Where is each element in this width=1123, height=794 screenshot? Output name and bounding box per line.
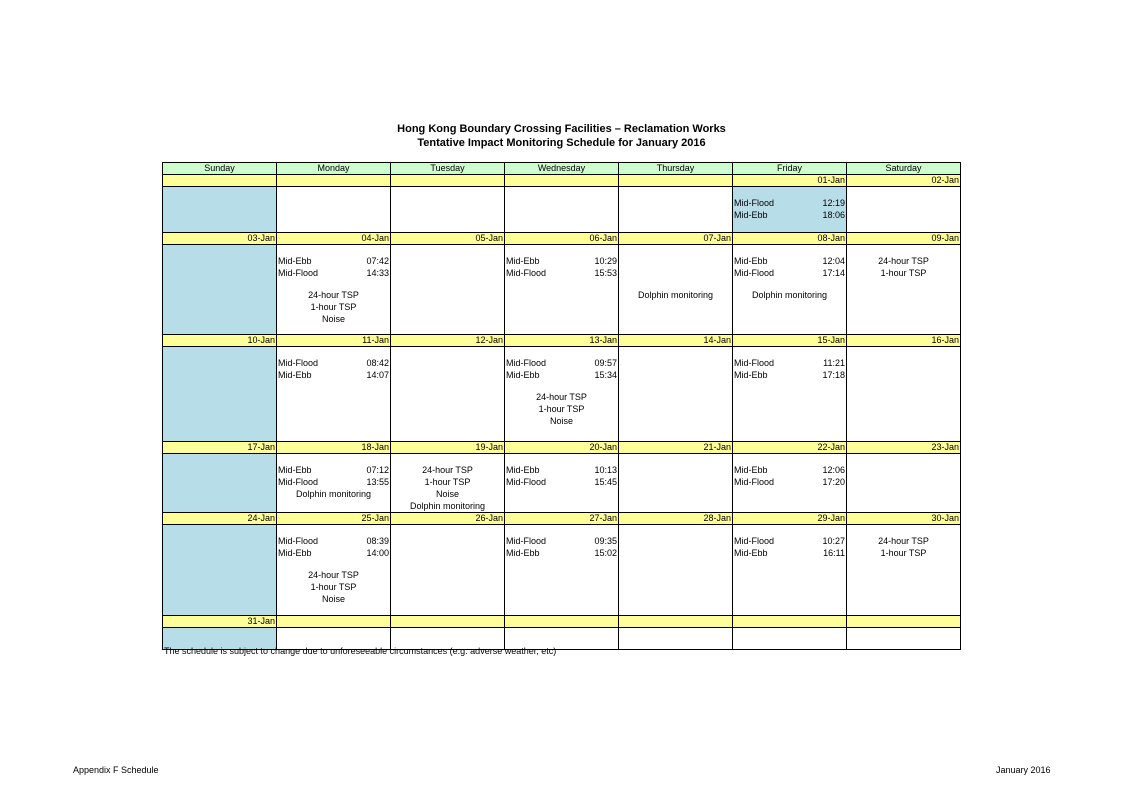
day-content xyxy=(505,454,618,488)
tide-label: Mid-Flood xyxy=(734,477,775,487)
day-content xyxy=(619,245,732,301)
day-cell xyxy=(619,347,733,442)
footer-left: Appendix F Schedule xyxy=(73,765,159,775)
tide-event xyxy=(277,369,390,381)
day-content xyxy=(277,628,390,638)
day-content xyxy=(733,454,846,488)
date-cell: 04-Jan xyxy=(277,233,391,245)
tide-time: 15:45 xyxy=(594,477,617,487)
day-cell xyxy=(505,245,619,335)
tide-time: 12:19 xyxy=(822,198,845,208)
day-cell xyxy=(733,187,847,233)
tide-label: Mid-Flood xyxy=(278,536,319,546)
day-cell xyxy=(391,454,505,513)
weekday-header-row xyxy=(163,163,961,175)
tide-label: Mid-Flood xyxy=(734,268,775,278)
day-content xyxy=(733,628,846,638)
date-cell: 08-Jan xyxy=(733,233,847,245)
tide-label: Mid-Ebb xyxy=(506,548,540,558)
tide-label: Mid-Flood xyxy=(734,358,775,368)
day-cell xyxy=(391,187,505,233)
day-content xyxy=(505,187,618,197)
day-content xyxy=(391,187,504,197)
day-cell xyxy=(163,454,277,513)
day-cell xyxy=(505,525,619,616)
day-content xyxy=(733,347,846,381)
monitoring-item: 24-hour TSP xyxy=(422,465,473,475)
tide-label: Mid-Flood xyxy=(506,358,547,368)
date-cell: 02-Jan xyxy=(847,175,961,187)
tide-event xyxy=(505,267,618,279)
tide-label: Mid-Ebb xyxy=(278,370,312,380)
tide-time: 08:39 xyxy=(366,536,389,546)
tide-time: 09:57 xyxy=(594,358,617,368)
day-content xyxy=(733,525,846,559)
date-cell: 05-Jan xyxy=(391,233,505,245)
date-cell: 18-Jan xyxy=(277,442,391,454)
date-cell: 31-Jan xyxy=(163,616,277,628)
monitoring-item: Noise xyxy=(435,489,459,499)
date-cell xyxy=(619,616,733,628)
date-row xyxy=(163,442,961,454)
tide-label: Mid-Flood xyxy=(506,536,547,546)
day-cell xyxy=(277,454,391,513)
weekday-header: Saturday xyxy=(847,163,961,175)
monitoring-item: Dolphin monitoring xyxy=(751,290,828,300)
date-cell: 25-Jan xyxy=(277,513,391,525)
tide-time: 10:29 xyxy=(594,256,617,266)
monitoring-item: 24-hour TSP xyxy=(878,256,929,266)
tide-time: 12:06 xyxy=(822,465,845,475)
tide-label: Mid-Flood xyxy=(506,477,547,487)
monitoring-item: 1-hour TSP xyxy=(310,582,357,592)
day-cell xyxy=(163,347,277,442)
day-content xyxy=(619,628,732,638)
spacer xyxy=(733,279,846,289)
tide-label: Mid-Ebb xyxy=(278,548,312,558)
monitoring-item: 24-hour TSP xyxy=(536,392,587,402)
date-cell: 29-Jan xyxy=(733,513,847,525)
tide-time: 07:12 xyxy=(366,465,389,475)
week-row xyxy=(163,454,961,513)
day-cell xyxy=(391,245,505,335)
weekday-header: Monday xyxy=(277,163,391,175)
tide-event xyxy=(277,535,390,547)
day-cell xyxy=(733,245,847,335)
day-content xyxy=(277,525,390,605)
day-cell xyxy=(733,454,847,513)
date-cell: 06-Jan xyxy=(505,233,619,245)
day-cell xyxy=(847,454,961,513)
date-cell: 30-Jan xyxy=(847,513,961,525)
day-content xyxy=(733,187,846,221)
monitoring-item: Noise xyxy=(321,594,345,604)
date-cell: 19-Jan xyxy=(391,442,505,454)
tide-label: Mid-Ebb xyxy=(734,465,768,475)
date-cell: 20-Jan xyxy=(505,442,619,454)
tide-event xyxy=(277,255,390,267)
day-content xyxy=(847,187,960,197)
day-content xyxy=(619,187,732,197)
tide-time: 08:42 xyxy=(366,358,389,368)
tide-label: Mid-Flood xyxy=(278,268,319,278)
day-cell xyxy=(277,347,391,442)
date-row xyxy=(163,335,961,347)
tide-time: 07:42 xyxy=(366,256,389,266)
footer-right: January 2016 xyxy=(996,765,1051,775)
tide-event xyxy=(505,255,618,267)
week-row xyxy=(163,187,961,233)
day-cell xyxy=(619,187,733,233)
date-cell: 23-Jan xyxy=(847,442,961,454)
day-content xyxy=(505,245,618,279)
date-cell: 09-Jan xyxy=(847,233,961,245)
date-cell xyxy=(733,616,847,628)
schedule-subtitle: Tentative Impact Monitoring Schedule for January 2016 xyxy=(417,137,706,149)
date-cell xyxy=(847,616,961,628)
date-cell: 27-Jan xyxy=(505,513,619,525)
tide-event xyxy=(505,547,618,559)
day-content xyxy=(277,347,390,381)
weekday-header: Thursday xyxy=(619,163,733,175)
date-cell: 22-Jan xyxy=(733,442,847,454)
tide-label: Mid-Ebb xyxy=(278,256,312,266)
tide-event xyxy=(733,547,846,559)
day-cell xyxy=(277,187,391,233)
day-cell xyxy=(391,525,505,616)
tide-label: Mid-Ebb xyxy=(278,465,312,475)
day-cell xyxy=(733,628,847,650)
tide-label: Mid-Flood xyxy=(278,477,319,487)
tide-label: Mid-Ebb xyxy=(506,370,540,380)
day-content xyxy=(391,525,504,535)
day-cell xyxy=(847,525,961,616)
date-cell: 28-Jan xyxy=(619,513,733,525)
day-content xyxy=(163,525,276,535)
date-cell xyxy=(619,175,733,187)
day-content xyxy=(277,454,390,500)
day-content xyxy=(163,628,276,638)
tide-event xyxy=(733,255,846,267)
tide-event xyxy=(505,369,618,381)
date-cell: 01-Jan xyxy=(733,175,847,187)
day-cell xyxy=(277,245,391,335)
monitoring-item: 1-hour TSP xyxy=(538,404,585,414)
day-content xyxy=(733,245,846,301)
day-cell xyxy=(847,245,961,335)
day-content xyxy=(619,347,732,357)
day-content xyxy=(505,525,618,559)
weekday-header: Friday xyxy=(733,163,847,175)
week-row xyxy=(163,245,961,335)
date-cell xyxy=(505,175,619,187)
day-cell xyxy=(619,525,733,616)
day-cell xyxy=(505,187,619,233)
tide-time: 18:06 xyxy=(822,210,845,220)
tide-event xyxy=(277,547,390,559)
tide-time: 16:11 xyxy=(823,548,845,558)
day-cell xyxy=(163,245,277,335)
day-content xyxy=(277,187,390,197)
tide-label: Mid-Flood xyxy=(278,358,319,368)
monitoring-item: 1-hour TSP xyxy=(880,548,927,558)
day-content xyxy=(391,628,504,638)
monitoring-item: Noise xyxy=(549,416,573,426)
week-row xyxy=(163,347,961,442)
tide-time: 14:33 xyxy=(366,268,389,278)
monitoring-item: Dolphin monitoring xyxy=(295,489,372,499)
monitoring-item: 1-hour TSP xyxy=(880,268,927,278)
day-cell xyxy=(847,347,961,442)
tide-time: 09:35 xyxy=(594,536,617,546)
spacer xyxy=(277,279,390,289)
weekday-header: Wednesday xyxy=(505,163,619,175)
day-content xyxy=(163,245,276,255)
day-content xyxy=(163,187,276,197)
day-cell xyxy=(847,628,961,650)
tide-label: Mid-Flood xyxy=(734,536,775,546)
tide-time: 15:53 xyxy=(594,268,617,278)
tide-event xyxy=(505,476,618,488)
tide-time: 15:02 xyxy=(594,548,617,558)
tide-time: 17:14 xyxy=(822,268,845,278)
tide-event xyxy=(733,357,846,369)
tide-event xyxy=(277,357,390,369)
tide-time: 11:21 xyxy=(823,358,845,368)
day-cell xyxy=(163,187,277,233)
tide-time: 10:13 xyxy=(594,465,617,475)
monitoring-item: 24-hour TSP xyxy=(308,290,359,300)
day-cell xyxy=(619,454,733,513)
day-cell xyxy=(847,187,961,233)
date-cell xyxy=(163,175,277,187)
tide-label: Mid-Ebb xyxy=(506,256,540,266)
day-content xyxy=(505,628,618,638)
tide-label: Mid-Flood xyxy=(506,268,547,278)
day-content xyxy=(163,454,276,464)
tide-event xyxy=(733,369,846,381)
day-content xyxy=(847,525,960,559)
day-cell xyxy=(733,347,847,442)
monitoring-item: 24-hour TSP xyxy=(878,536,929,546)
tide-time: 13:55 xyxy=(366,477,389,487)
spacer xyxy=(277,559,390,569)
tide-event xyxy=(733,197,846,209)
monitoring-item: Dolphin monitoring xyxy=(409,501,486,511)
day-content xyxy=(391,245,504,255)
calendar-table xyxy=(162,162,961,650)
day-content xyxy=(847,628,960,638)
tide-time: 17:20 xyxy=(822,477,845,487)
day-cell xyxy=(391,347,505,442)
tide-event xyxy=(733,535,846,547)
tide-time: 14:07 xyxy=(366,370,389,380)
tide-label: Mid-Flood xyxy=(734,198,775,208)
schedule-title: Hong Kong Boundary Crossing Facilities – Reclamation Works xyxy=(397,123,726,135)
tide-time: 14:00 xyxy=(366,548,389,558)
tide-label: Mid-Ebb xyxy=(506,465,540,475)
date-cell: 17-Jan xyxy=(163,442,277,454)
date-cell: 07-Jan xyxy=(619,233,733,245)
day-content xyxy=(847,347,960,357)
monitoring-item: Dolphin monitoring xyxy=(637,290,714,300)
tide-event xyxy=(277,476,390,488)
tide-label: Mid-Ebb xyxy=(734,210,768,220)
day-content xyxy=(505,347,618,427)
day-cell xyxy=(505,347,619,442)
date-cell: 10-Jan xyxy=(163,335,277,347)
day-content xyxy=(163,347,276,357)
tide-event xyxy=(505,357,618,369)
date-cell: 21-Jan xyxy=(619,442,733,454)
calendar-body xyxy=(163,163,961,650)
monitoring-item: Noise xyxy=(321,314,345,324)
date-cell: 24-Jan xyxy=(163,513,277,525)
date-cell xyxy=(277,175,391,187)
day-cell xyxy=(505,454,619,513)
monitoring-item: 1-hour TSP xyxy=(424,477,471,487)
date-cell: 16-Jan xyxy=(847,335,961,347)
tide-event xyxy=(733,464,846,476)
day-cell xyxy=(163,525,277,616)
tide-event xyxy=(733,267,846,279)
tide-label: Mid-Ebb xyxy=(734,256,768,266)
date-row xyxy=(163,175,961,187)
day-content xyxy=(619,454,732,464)
day-cell xyxy=(619,628,733,650)
date-cell: 03-Jan xyxy=(163,233,277,245)
day-content xyxy=(391,454,504,512)
tide-event xyxy=(733,209,846,221)
day-content xyxy=(619,525,732,535)
day-content xyxy=(847,454,960,464)
tide-time: 12:04 xyxy=(822,256,845,266)
date-cell: 14-Jan xyxy=(619,335,733,347)
tide-time: 10:27 xyxy=(822,536,845,546)
schedule-note: The schedule is subject to change due to unforeseeable circumstances (e.g. adverse weather, etc) xyxy=(164,646,557,656)
date-row xyxy=(163,233,961,245)
day-cell xyxy=(619,245,733,335)
monitoring-item: 1-hour TSP xyxy=(310,302,357,312)
tide-time: 17:18 xyxy=(822,370,845,380)
tide-label: Mid-Ebb xyxy=(734,370,768,380)
date-cell xyxy=(505,616,619,628)
tide-label: Mid-Ebb xyxy=(734,548,768,558)
date-cell xyxy=(277,616,391,628)
monitoring-item: 24-hour TSP xyxy=(308,570,359,580)
date-cell: 12-Jan xyxy=(391,335,505,347)
tide-event xyxy=(277,267,390,279)
date-cell: 26-Jan xyxy=(391,513,505,525)
spacer xyxy=(505,381,618,391)
date-row xyxy=(163,513,961,525)
tide-event xyxy=(733,476,846,488)
date-cell xyxy=(391,616,505,628)
date-row xyxy=(163,616,961,628)
day-content xyxy=(391,347,504,357)
weekday-header: Tuesday xyxy=(391,163,505,175)
day-cell xyxy=(277,525,391,616)
tide-event xyxy=(505,464,618,476)
day-content xyxy=(847,245,960,279)
tide-event xyxy=(505,535,618,547)
date-cell: 15-Jan xyxy=(733,335,847,347)
day-content xyxy=(277,245,390,325)
date-cell: 13-Jan xyxy=(505,335,619,347)
day-cell xyxy=(733,525,847,616)
week-row xyxy=(163,525,961,616)
date-cell: 11-Jan xyxy=(277,335,391,347)
date-cell xyxy=(391,175,505,187)
weekday-header: Sunday xyxy=(163,163,277,175)
tide-event xyxy=(277,464,390,476)
tide-time: 15:34 xyxy=(594,370,617,380)
